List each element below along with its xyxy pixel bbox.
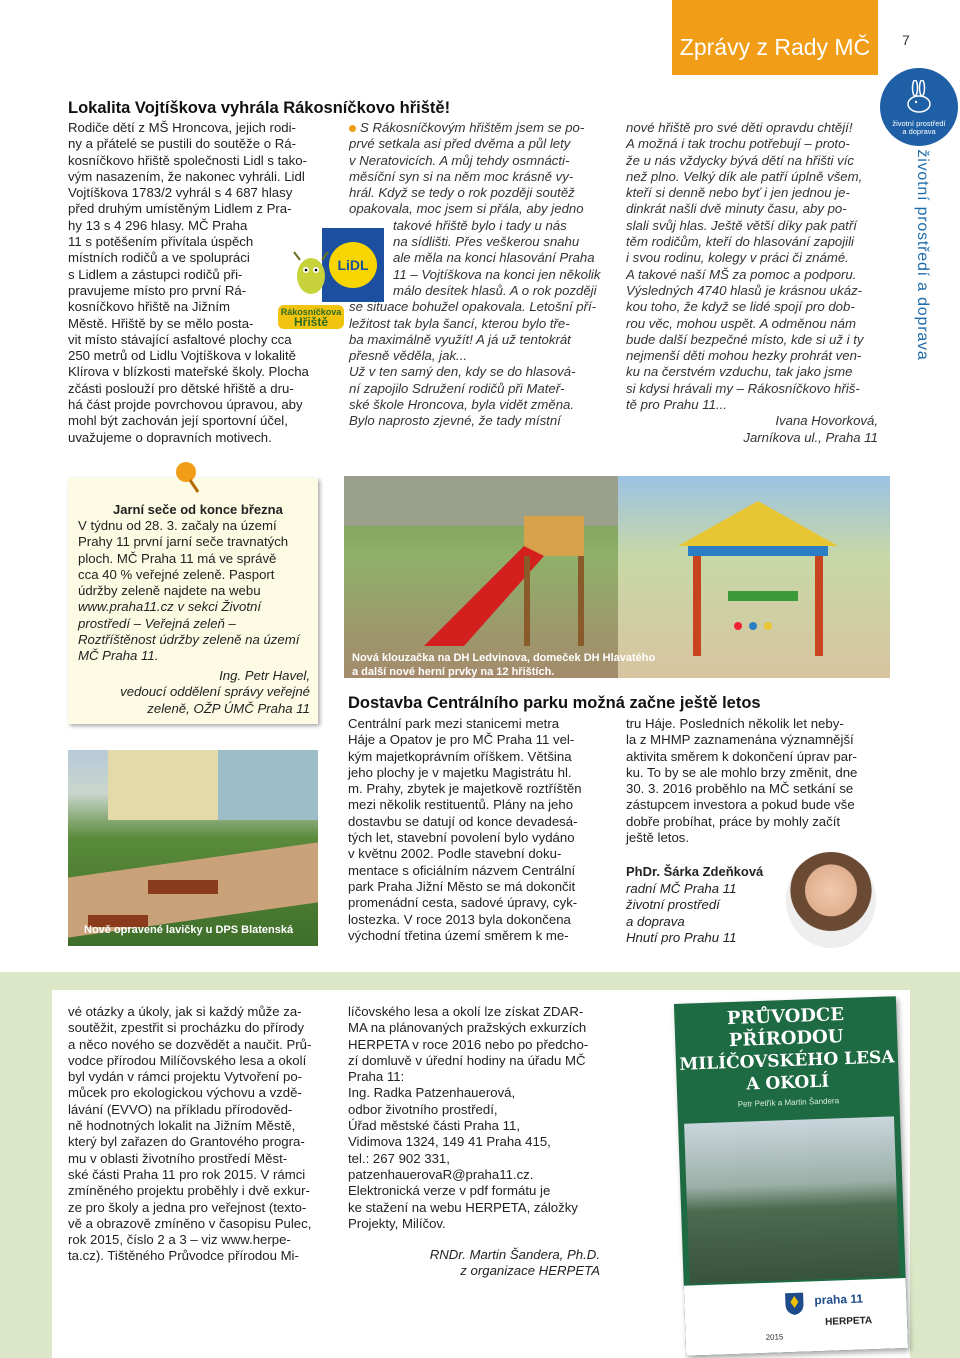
guide-book-cover [674,996,908,1356]
rakosnicek-character-icon [278,250,344,300]
book-pond-photo [684,1116,899,1283]
article3-col1: vé otázky a úkoly, jak si každý může za- soutěžit, zpestřit si procházku do přírody a něco nového se dozvědět a naučit. Prů- vodce přírodou Milíčovského lesa a okolí byl vydán v rámci projektu Vytvoření po- můcek pro ekologickou výchovu a vzdě- lávání (EVVO) na příkladu přírodověd- ně hodnotných lokalit na Jižním Městě, který byl zařazen do Grantového progra- mu v oblasti životního prostředí Měst- ské části Praha 11 pro rok 2015. V rámci zmíněného projektu proběhly i dvě exkur- ze pro školy a jedna pro veřejnost (texto- vě a obrazově zmíněno v časopisu Pulec, rok 2015, číslo 2 a 3 – viz www.herpe- ta.cz). Tištěného Průvodce přírodou Mi- [68,1004,312,1264]
vertical-section-title: životní prostředí a doprava [914,149,931,361]
author-photo [786,852,876,948]
lidl-logo: LiDL [322,228,384,302]
herpeta-logo: HERPETA [824,1315,873,1328]
rabbit-icon [899,80,939,114]
article2-col1: Centrální park mezi stanicemi metra Háje a Opatov je pro MČ Praha 11 vel- kým majetkoprávním oříškem. Většina jeho plochy je v majetku Magistrátu hl. m. Prahy, zbytek je majetkově roztříštěn mezi několik restituentů. Plány na jeho dostavbu se datují od konce devadesá- tých let, stavební povolení bylo vydáno v květnu 2002. Podle stavební doku- mentace s oficiálním názvem Centrální park Praha Jižní Město se má dokončit promenádní cesta, sadové úpravy, cyk- lostezka. V roce 2013 byla dokončena východní třetina území směrem k me- [348,716,582,943]
book-title: PRŮVODCE PŘÍRODOU MILÍČOVSKÉHO LESA A OKOLÍ Petr Petřík a Martin Šandera [679,1004,895,1109]
section-title: Zprávy z Rady MČ [679,34,871,60]
book-footer [684,1278,908,1356]
mowing-note [68,478,318,724]
author-name: PhDr. Šárka Zdeňková [626,864,764,879]
playhouse-icon [658,496,858,676]
article3-col2: líčovského lesa a okolí lze získat ZDAR- MA na plánovaných pražských exkurzích HERPETA v roce 2016 nebo po předcho- zí domluvě v úřední hodiny na úřadu MČ Praha 11: Ing. Radka Patzenhauerová, odbor životního prostředí, Úřad městské části Praha 11, Vidimova 1324, 149 41 Praha 415, tel.: 267 902 331, patzenhauerovaR@praha11.cz. Elektronická verze v pdf formátu je ke stažení na webu HERPETA, záložky Projekty, Milíčov. [348,1004,589,1231]
coat-of-arms-icon [784,1292,805,1317]
benches-photo [68,750,318,946]
page-number: 7 [902,32,910,48]
note-heading: Jarní seče od konce března [113,502,283,517]
article1-title: Lokalita Vojtíškova vyhrála Rákosníčkovo hřiště! [68,99,451,117]
article1-col3: nové hřiště pro své děti opravdu chtějí! A možná i tak trochu potřebují – proto- že u nás vždycky bývá dětí na hřišti víc než plno. Velký dík ale patří úplně všem, kteří si denně nebo byť i jen jednou je- dinkrát našli dvě minuty času, aby po- slali svůj hlas. Ještě větší díky pak patří těm rodičům, kteří do hlasování zapojili i svou rodinu, kolegy v práci či známé. A takové naší MŠ za pomoc a podporu. Výsledných 4740 hlasů je krásnou ukáz- kou toho, že když se lidé spojí pro dob- rou věc, mohou uspět. A odměnou nám bude další bezpečné místo, kde si už i ty nejmenší děti mohou hezky prohrát ven- ku na čerstvém vzduchu, tak jako jsme si kdysi hrávali my – Rákosníčkovo hřiš- tě pro Prahu 11... Ivana Hovorková, Jarníkova ul., Praha 11 [626,120,878,445]
article1-col1: Rodiče dětí z MŠ Hroncova, jejich rodi- ny a přátelé se pustili do soutěže o Rá- kosníčkovo hřiště společnosti Lidl s tako- vým nasazením, že nakonec vyhráli. Lidl Vojtíškova 1783/2 vyhrál s 4 687 hlasy před druhým umístěným Lidlem z Pra- hy 13 s 4 296 hlasy. MČ Praha 11 s potěšením přivítala úspěch místních rodičů a ve spolupráci s Lidlem a zástupci rodičů při- pravujeme místo pro první Rá- kosníčkovo hřiště na Jižním Městě. Hřiště by se mělo posta- vit místo stávající asfaltové plochy cca 250 metrů od Lidlu Vojtíškova v lokalitě Klírova v blízkosti mateřské školy. Plocha zčásti poslouží pro dětské hřiště a dru- há část projde povrchovou úpravou, aby mohl být zachován její sportovní účel, uvažujeme o dopravních motivech. [68,120,309,445]
section-header [672,0,878,75]
author-role: radní MČ Praha 11 životní prostředí a doprava Hnutí pro Prahu 11 [626,881,737,945]
badge-label: životní prostředí a doprava [892,119,946,136]
note-signature: Ing. Petr Havel, vedoucí oddělení správy veřejné zeleně, OŽP ÚMČ Praha 11 [120,668,310,716]
playground-caption: Nová klouzačka na DH Ledvinova, domeček DH Hlavatého a další nové herní prvky na 12 hřištích. [352,652,656,678]
bullet-icon [349,125,356,132]
benches-caption: Nově opravené lavičky u DPS Blatenská [84,924,294,936]
praha11-logo: praha 11 [814,1291,864,1308]
article1-col2: S Rákosníčkovým hřištěm jsem se po- prvé setkala asi před dvěma a půl lety v Neratovicích. A můj tehdy osmnácti- měsíční syn si na něm moc krásně vy- hrál. Když se tedy o rok později soutěž opakovala, moc jsem si přála, aby jedno takové hřiště bylo i tady u nás na sídlišti. Přes veškerou snahu ale měla na konci hlasování Praha 11 – Vojtíškova na konci jen několik málo desítek hlasů. A o rok později se situace bohužel opakovala. Letošní pří- ležitost tak byla šancí, kterou bylo tře- ba maximálně využít! A já už tentokrát přesně věděla, jak... Už v ten samý den, kdy se do hlasová- ní zapojilo Sdružení rodičů při Mateř- ské škole Hroncova, byla vidět změna. Bylo naprosto zjevné, že tady místní [349,120,601,429]
article2-title: Dostavba Centrálního parku možná začne ještě letos [348,694,761,712]
note-text: V týdnu od 28. 3. začaly na území Prahy 11 první jarní seče travnatých ploch. MČ Praha 11 má ve správě cca 40 % veřejné zeleně. Pasport údržby zeleně najdete na webu www.praha11.cz v sekci Životní prostředí – Veřejná zeleň – Roztříštěnost údržby zeleně na území MČ Praha 11. [78,518,300,664]
article3-signature: RNDr. Martin Šandera, Ph.D. z organizace HERPETA [429,1247,600,1279]
article2-col2: tru Háje. Posledních několik let neby- la z MHMP zaznamenána významnější aktivita směrem k dokončení úprav par- ku. To by se ale mohlo brzy změnit, dne 30. 3. 2016 proběhlo na MČ setkání se zástupcem investora a pokud bude vše dobře probíhat, práce by mohly začít ještě letos. [626,716,858,846]
slide-icon [404,506,604,656]
pushpin-icon [168,458,208,498]
rakosnicek-logo: Rákosníčkova Hřiště [278,250,344,330]
book-year: 2015 [765,1332,784,1342]
